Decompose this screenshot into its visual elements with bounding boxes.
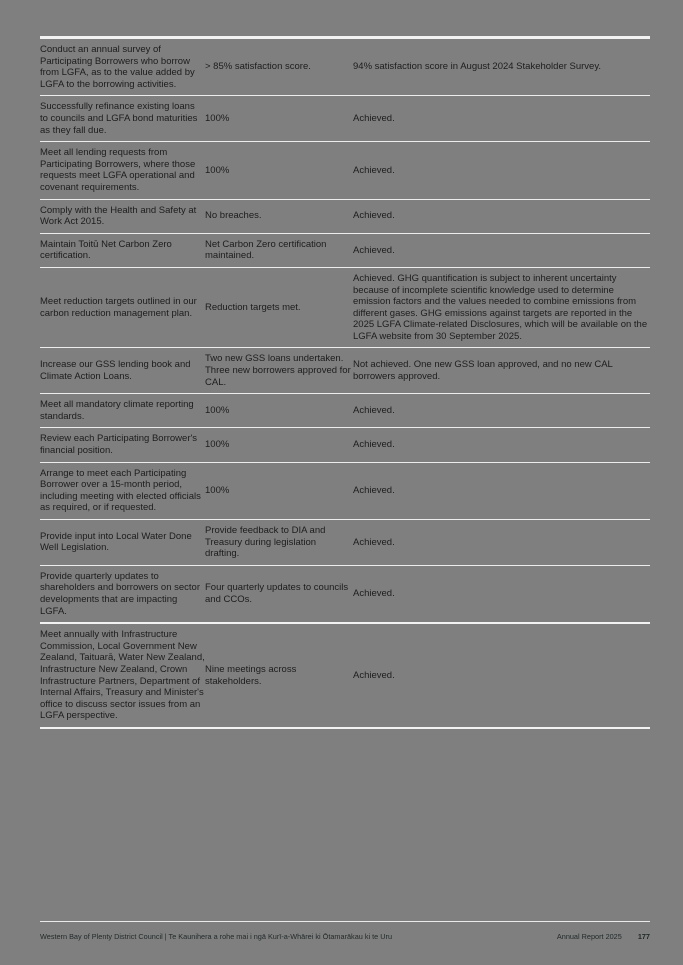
table-row bbox=[40, 394, 650, 428]
page-footer bbox=[40, 921, 650, 941]
result-cell: Achieved. bbox=[353, 669, 395, 681]
measure-cell: Four quarterly updates to councils and CCOs. bbox=[205, 582, 349, 605]
table-row bbox=[40, 142, 650, 199]
measure-cell: 100% bbox=[205, 485, 230, 497]
result-cell: Achieved. bbox=[353, 588, 395, 600]
result-cell: Not achieved. One new GSS loan approved, and no new CAL borrowers approved. bbox=[353, 359, 613, 382]
target-cell: Comply with the Health and Safety at Work Act 2015. bbox=[40, 204, 197, 228]
measure-cell: Net Carbon Zero certification maintained. bbox=[205, 238, 327, 262]
table-row bbox=[40, 520, 650, 566]
target-cell: Meet all mandatory climate reporting standards. bbox=[40, 399, 194, 422]
table-row bbox=[40, 462, 650, 519]
result-cell: 94% satisfaction score in August 2024 Stakeholder Survey. bbox=[353, 61, 602, 73]
target-cell: Maintain Toitū Net Carbon Zero certification. bbox=[40, 238, 172, 262]
result-cell: Achieved. bbox=[353, 210, 395, 222]
target-cell: Meet annually with Infrastructure Commission, Local Government New Zealand, Taituarā, Water New Zealand, Infrastructure New Zealand, Crown Infrastructure Partners, Department of Internal Affairs, Treasury and Minister's office to discuss sector issues from an LGFA perspective. bbox=[40, 629, 205, 722]
result-cell: Achieved. bbox=[353, 405, 395, 417]
target-cell: Increase our GSS lending book and Climate Action Loans. bbox=[40, 359, 191, 382]
measure-cell: > 85% satisfaction score. bbox=[205, 61, 311, 73]
result-cell: Achieved. bbox=[353, 439, 395, 451]
table-row bbox=[40, 623, 650, 728]
result-cell: Achieved. GHG quantification is subject to inherent uncertainty because of incomplete scientific knowledge used to determine emission factors and the values needed to combine emissions from different gases. GHG emissions against targets are reported in the 2025 LGFA Climate-related Disclosures, which will be available on the LGFA website from 30 September 2025. bbox=[353, 272, 648, 342]
result-cell: Achieved. bbox=[353, 536, 395, 548]
footer-page-number: 177 bbox=[637, 932, 650, 941]
measure-cell: 100% bbox=[205, 439, 230, 451]
measure-cell: Two new GSS loans undertaken. Three new borrowers approved for CAL. bbox=[205, 353, 351, 388]
result-cell: Achieved. bbox=[353, 485, 395, 497]
target-cell: Provide input into Local Water Done Well Legislation. bbox=[40, 530, 192, 554]
target-cell: Conduct an annual survey of Participating Borrowers who borrow from LGFA, as to the value added by LGFA to the borrowing activities. bbox=[40, 44, 195, 90]
target-cell: Successfully refinance existing loans to councils and LGFA bond maturities as they fall due. bbox=[40, 101, 198, 136]
table-row bbox=[40, 428, 650, 462]
table-row bbox=[40, 233, 650, 267]
target-cell: Meet all lending requests from Participating Borrowers, where those requests meet LGFA operational and covenant requirements. bbox=[40, 147, 196, 193]
target-cell: Provide quarterly updates to shareholders and borrowers on sector developments that are impacting LGFA. bbox=[40, 570, 201, 617]
target-cell: Arrange to meet each Participating Borrower over a 15-month period, including meeting with elected officials as required, or if requested. bbox=[40, 467, 201, 514]
footer-report-title: Annual Report 2025 bbox=[556, 932, 622, 941]
performance-table bbox=[40, 36, 650, 729]
result-cell: Achieved. bbox=[353, 244, 395, 256]
measure-cell: Provide feedback to DIA and Treasury during legislation drafting. bbox=[205, 525, 326, 560]
measure-cell: 100% bbox=[205, 164, 230, 176]
result-cell: Achieved. bbox=[353, 164, 395, 176]
measure-cell: 100% bbox=[205, 405, 230, 417]
target-cell: Review each Participating Borrower's financial position. bbox=[40, 433, 198, 457]
footer-right bbox=[557, 932, 650, 941]
result-cell: Achieved. bbox=[353, 112, 395, 124]
table-row bbox=[40, 96, 650, 142]
table-row bbox=[40, 348, 650, 394]
footer-council-name: Western Bay of Plenty District Council | Te Kaunihera a rohe mai i ngā Kurī-a-Whārei ki Ōtamarākau ki te Uru bbox=[40, 932, 393, 941]
measure-cell: No breaches. bbox=[205, 210, 262, 222]
measure-cell: Reduction targets met. bbox=[205, 301, 301, 313]
table-row bbox=[40, 199, 650, 233]
table-row bbox=[40, 565, 650, 623]
table-row bbox=[40, 267, 650, 348]
target-cell: Meet reduction targets outlined in our carbon reduction management plan. bbox=[40, 296, 197, 319]
table-row bbox=[40, 38, 650, 96]
measure-cell: 100% bbox=[205, 112, 230, 124]
measure-cell: Nine meetings across stakeholders. bbox=[205, 663, 297, 687]
